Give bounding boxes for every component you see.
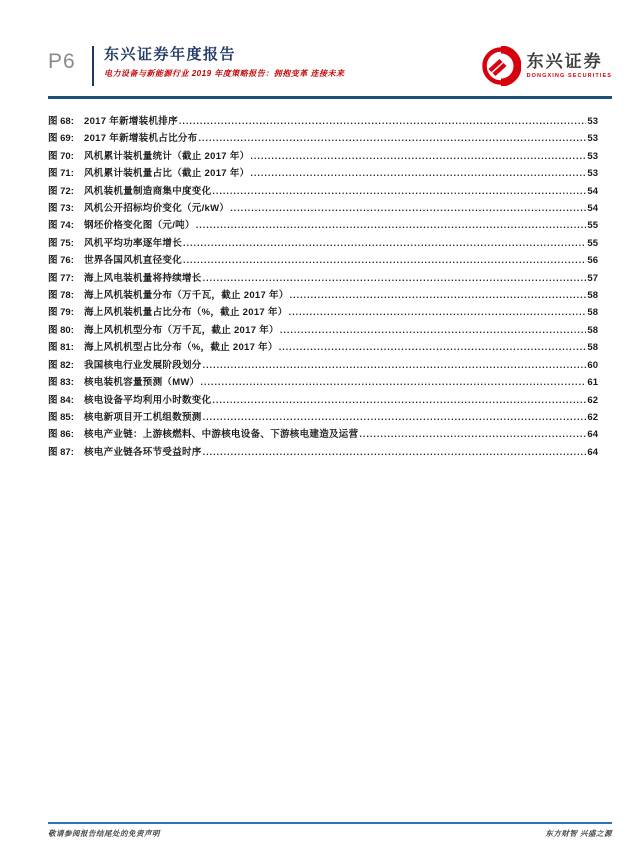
toc-dot-leader xyxy=(290,287,587,304)
toc-entry-page: 58 xyxy=(587,342,598,354)
brand-text xyxy=(527,53,612,79)
toc-entry[interactable] xyxy=(48,409,598,426)
toc-dot-leader xyxy=(200,374,586,391)
toc-entry-page: 57 xyxy=(587,272,598,284)
toc-entry[interactable] xyxy=(48,130,598,147)
toc-entry-label: 风机装机量制造商集中度变化 xyxy=(84,185,212,197)
toc-entry-page: 56 xyxy=(587,255,598,267)
toc-entry-figure-number: 图 75: xyxy=(48,237,74,249)
toc-dot-leader xyxy=(203,270,587,287)
toc-dot-leader xyxy=(198,130,586,147)
toc-entry-figure-number: 图 81: xyxy=(48,342,74,354)
toc-dot-leader xyxy=(179,113,587,130)
toc-entry-page: 61 xyxy=(587,377,598,389)
toc-entry[interactable] xyxy=(48,235,598,252)
toc-entry[interactable] xyxy=(48,322,598,339)
toc-entry-figure-number: 图 71: xyxy=(48,168,74,180)
toc-list xyxy=(48,113,598,461)
toc-entry-page: 53 xyxy=(587,168,598,180)
toc-entry[interactable] xyxy=(48,113,598,130)
toc-entry[interactable] xyxy=(48,165,598,182)
toc-entry-page: 53 xyxy=(587,133,598,145)
page-footer xyxy=(48,828,612,839)
toc-entry[interactable] xyxy=(48,357,598,374)
toc-entry-label: 风机公开招标均价变化（元/kW） xyxy=(84,203,230,215)
toc-entry-label: 2017 年新增装机占比分布 xyxy=(84,133,198,145)
toc-entry-label: 核电产业链各环节受益时序 xyxy=(84,446,202,458)
toc-dot-leader xyxy=(250,165,586,182)
toc-entry-figure-number: 图 70: xyxy=(48,150,74,162)
title-block xyxy=(104,44,344,79)
toc-dot-leader xyxy=(203,444,587,461)
toc-entry-label: 海上风机装机量分布（万千瓦，截止 2017 年） xyxy=(84,290,289,302)
toc-entry-figure-number: 图 79: xyxy=(48,307,74,319)
toc-entry[interactable] xyxy=(48,287,598,304)
toc-entry-figure-number: 图 86: xyxy=(48,429,74,441)
toc-entry[interactable] xyxy=(48,270,598,287)
toc-dot-leader xyxy=(183,252,586,269)
toc-entry[interactable] xyxy=(48,183,598,200)
toc-entry-label: 海上风电装机量将持续增长 xyxy=(84,272,202,284)
toc-entry-label: 钢坯价格变化图（元/吨） xyxy=(84,220,195,232)
toc-entry-page: 64 xyxy=(587,429,598,441)
toc-entry-label: 2017 年新增装机排序 xyxy=(84,116,178,127)
toc-entry-label: 海上风机机型分布（万千瓦，截止 2017 年） xyxy=(84,324,279,336)
toc-entry-label: 我国核电行业发展阶段划分 xyxy=(84,359,202,371)
toc-entry-figure-number: 图 84: xyxy=(48,394,74,406)
toc-entry-label: 核电新项目开工机组数预测 xyxy=(84,411,202,423)
toc-entry-figure-number: 图 83: xyxy=(48,377,74,389)
dongxing-logo-icon xyxy=(481,46,521,86)
toc-entry[interactable] xyxy=(48,148,598,165)
toc-dot-leader xyxy=(289,304,587,321)
toc-entry-figure-number: 图 85: xyxy=(48,411,74,423)
toc-entry-page: 54 xyxy=(587,203,598,215)
toc-entry-label: 世界各国风机直径变化 xyxy=(84,255,183,267)
toc-dot-leader xyxy=(279,339,587,356)
brand-name-en: DONGXING SECURITIES xyxy=(526,73,612,79)
toc-entry-figure-number: 图 82: xyxy=(48,359,74,371)
toc-entry-page: 62 xyxy=(587,394,598,406)
toc-entry-label: 风机平均功率逐年增长 xyxy=(84,237,183,249)
toc-entry-figure-number: 图 78: xyxy=(48,290,74,302)
toc-dot-leader xyxy=(359,426,586,443)
header-divider xyxy=(92,46,94,86)
toc-entry-page: 55 xyxy=(587,220,598,232)
footer-disclaimer: 敬请参阅报告结尾处的免责声明 xyxy=(48,829,160,838)
toc-entry-page: 58 xyxy=(587,290,598,302)
toc-dot-leader xyxy=(196,217,587,234)
toc-entry[interactable] xyxy=(48,444,598,461)
toc-entry[interactable] xyxy=(48,200,598,217)
toc-entry-figure-number: 图 87: xyxy=(48,446,74,458)
toc-entry-page: 55 xyxy=(587,237,598,249)
toc-dot-leader xyxy=(280,322,587,339)
toc-entry-page: 54 xyxy=(587,185,598,197)
toc-entry-page: 64 xyxy=(587,446,598,458)
toc-entry-figure-number: 图 80: xyxy=(48,324,74,336)
footer-slogan: 东方财智 兴盛之源 xyxy=(545,829,612,838)
toc-entry-label: 海上风机机型占比分布（%，截止 2017 年） xyxy=(84,342,278,354)
header-rule xyxy=(48,96,612,99)
footer-rule xyxy=(48,822,612,824)
toc-dot-leader xyxy=(203,409,587,426)
toc-entry[interactable] xyxy=(48,217,598,234)
toc-entry[interactable] xyxy=(48,252,598,269)
page-number-label: P6 xyxy=(48,50,76,73)
toc-dot-leader xyxy=(212,392,586,409)
toc-entry-label: 核电产业链：上游核燃料、中游核电设备、下游核电建造及运营 xyxy=(84,429,359,441)
toc-entry-figure-number: 图 72: xyxy=(48,185,74,197)
toc-entry[interactable] xyxy=(48,392,598,409)
report-title: 东兴证券年度报告 xyxy=(104,46,237,63)
toc-entry-label: 风机累计装机量占比（截止 2017 年） xyxy=(84,168,250,180)
report-subtitle: 电力设备与新能源行业 2019 年度策略报告：拥抱变革 连接未来 xyxy=(104,69,345,78)
toc-entry-page: 58 xyxy=(587,307,598,319)
toc-dot-leader xyxy=(230,200,586,217)
toc-entry[interactable] xyxy=(48,339,598,356)
toc-entry-label: 核电设备平均利用小时数变化 xyxy=(84,394,212,406)
toc-entry-label: 核电装机容量预测（MW） xyxy=(84,377,200,389)
toc-entry-label: 海上风机装机量占比分布（%，截止 2017 年） xyxy=(84,307,288,319)
toc-entry-page: 53 xyxy=(587,116,598,127)
brand-name-cn: 东兴证券 xyxy=(526,52,603,71)
toc-entry-figure-number: 图 77: xyxy=(48,272,74,284)
toc-entry-page: 62 xyxy=(587,411,598,423)
toc-entry-page: 60 xyxy=(587,359,598,371)
toc-entry-figure-number: 图 73: xyxy=(48,203,74,215)
toc-entry-figure-number: 图 68: xyxy=(48,116,74,127)
toc-entry-page: 53 xyxy=(587,150,598,162)
toc-entry-label: 风机累计装机量统计（截止 2017 年） xyxy=(84,150,250,162)
toc-entry-figure-number: 图 76: xyxy=(48,255,74,267)
toc-dot-leader xyxy=(203,357,587,374)
toc-entry[interactable] xyxy=(48,304,598,321)
page-header xyxy=(48,44,612,86)
toc-entry[interactable] xyxy=(48,374,598,391)
toc-entry-figure-number: 图 69: xyxy=(48,133,74,145)
toc-entry-page: 58 xyxy=(587,324,598,336)
brand-logo xyxy=(481,44,612,86)
toc-entry-figure-number: 图 74: xyxy=(48,220,74,232)
toc-dot-leader xyxy=(212,183,586,200)
toc-dot-leader xyxy=(250,148,586,165)
toc-entry[interactable] xyxy=(48,426,598,443)
toc-dot-leader xyxy=(183,235,586,252)
